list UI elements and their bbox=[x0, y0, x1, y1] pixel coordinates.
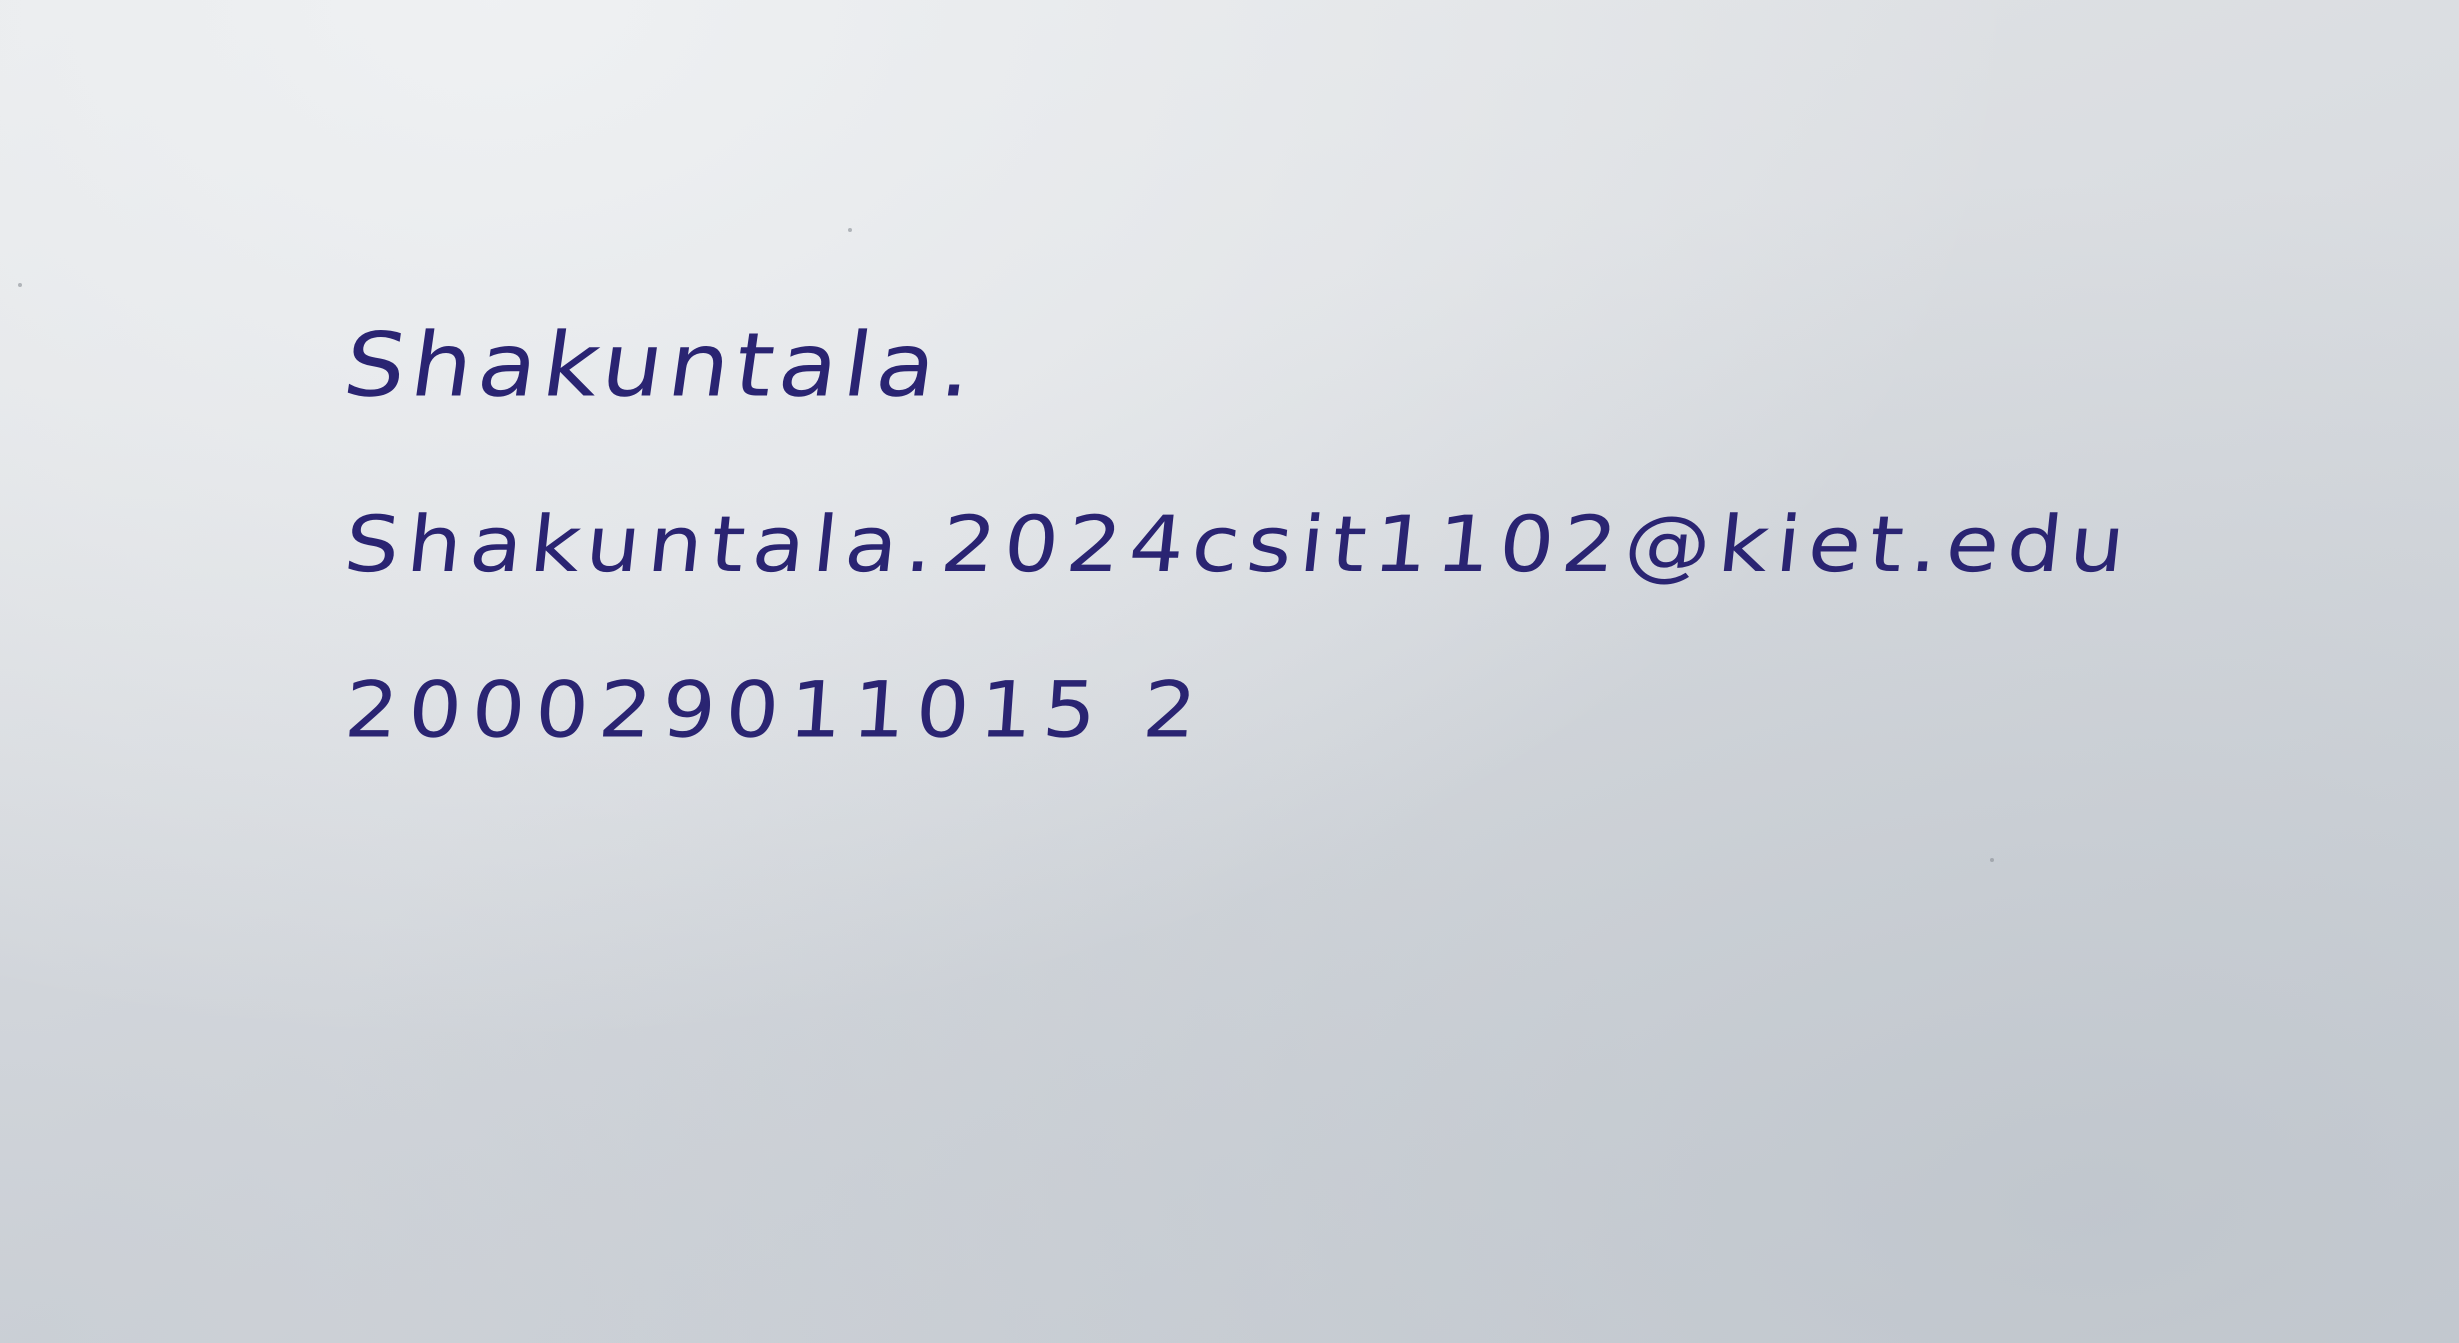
handwritten-name: Shakuntala. bbox=[337, 313, 986, 417]
paper-speck bbox=[18, 283, 22, 287]
handwritten-number: 200029011015 2 bbox=[341, 664, 1210, 756]
paper-speck bbox=[1990, 858, 1994, 862]
paper-speck bbox=[848, 228, 852, 232]
handwritten-email: Shakuntala.2024csit1102@kiet.edu bbox=[340, 500, 2138, 590]
handwritten-note bbox=[337, 300, 2345, 770]
